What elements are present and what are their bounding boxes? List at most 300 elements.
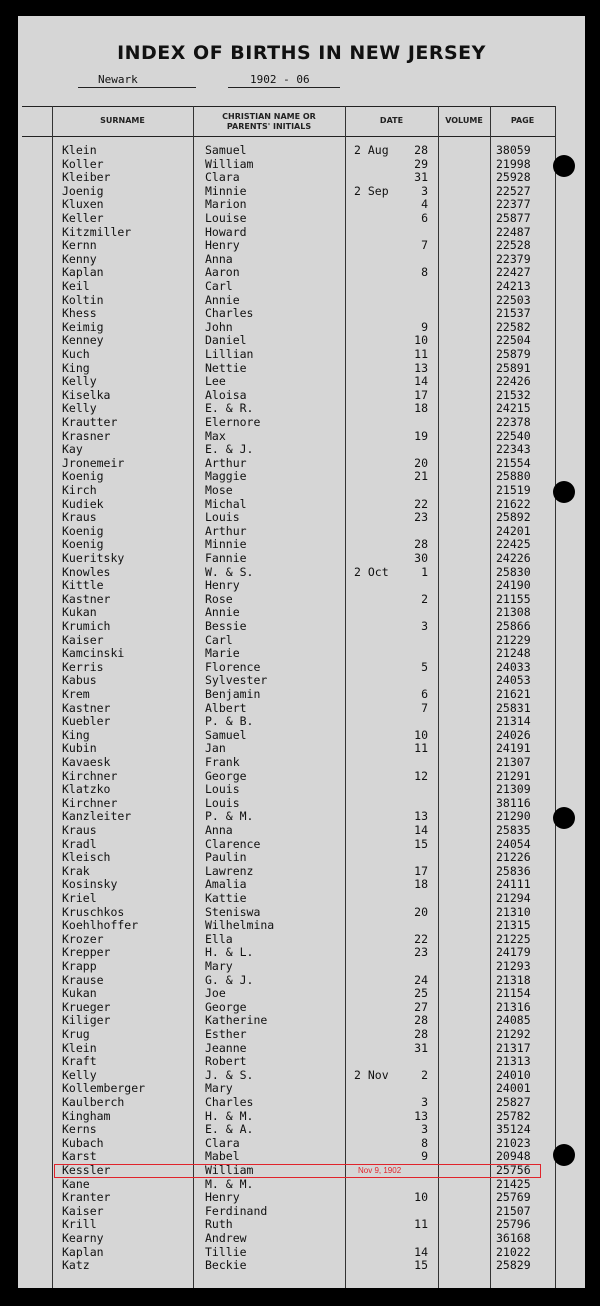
page-number-cell: 25836 bbox=[496, 863, 531, 878]
christian-name-cell: Clara bbox=[205, 170, 240, 185]
day-cell: 21 bbox=[414, 469, 428, 484]
surname-cell: Kastner bbox=[62, 591, 111, 606]
table-row bbox=[18, 171, 585, 185]
table-row bbox=[18, 280, 585, 294]
table-row bbox=[18, 770, 585, 784]
surname-cell: Kastner bbox=[62, 700, 111, 715]
christian-name-cell: George bbox=[205, 999, 247, 1014]
table-row bbox=[18, 688, 585, 702]
table-row bbox=[18, 892, 585, 906]
index-card bbox=[18, 16, 585, 1288]
day-cell: 31 bbox=[414, 170, 428, 185]
month-cell: 2 Nov bbox=[354, 1067, 389, 1082]
page-number-cell: 21292 bbox=[496, 1027, 531, 1041]
surname-cell: Kingham bbox=[62, 1108, 111, 1123]
day-cell: 9 bbox=[421, 1149, 428, 1164]
christian-name-cell: Frank bbox=[205, 755, 240, 769]
page-number-cell: 24191 bbox=[496, 741, 531, 756]
christian-name-cell: P. & B. bbox=[205, 714, 254, 729]
year-range: 1902 - 06 bbox=[250, 73, 310, 86]
surname-cell: Kaulberch bbox=[62, 1095, 125, 1109]
christian-name-cell: Esther bbox=[205, 1027, 247, 1041]
surname-cell: Khess bbox=[62, 306, 97, 321]
surname-cell: Kenney bbox=[62, 333, 104, 348]
christian-name-cell: Louis bbox=[205, 795, 240, 810]
page-number-cell: 21314 bbox=[496, 714, 531, 729]
page-number-cell: 35124 bbox=[496, 1122, 531, 1137]
table-row bbox=[18, 375, 585, 389]
day-cell: 3 bbox=[421, 183, 428, 198]
day-cell: 10 bbox=[414, 727, 428, 742]
page-number-cell: 22540 bbox=[496, 428, 531, 443]
header-page: PAGE bbox=[510, 116, 535, 125]
surname-cell: Kuch bbox=[62, 347, 90, 361]
page-number-cell: 21294 bbox=[496, 891, 531, 905]
surname-cell: Krautter bbox=[62, 415, 118, 429]
surname-cell: Kittle bbox=[62, 578, 104, 593]
surname-cell: Klatzko bbox=[62, 782, 111, 797]
christian-name-cell: Henry bbox=[205, 1190, 240, 1205]
christian-name-cell: Max bbox=[205, 428, 226, 443]
table-row bbox=[18, 1191, 585, 1205]
christian-name-cell: G. & J. bbox=[205, 972, 254, 987]
day-cell: 8 bbox=[421, 1135, 428, 1150]
page-number-cell: 25831 bbox=[496, 700, 531, 715]
surname-cell: Koltin bbox=[62, 292, 104, 307]
table-row bbox=[18, 919, 585, 933]
surname-cell: Krumich bbox=[62, 619, 111, 633]
christian-name-cell: Charles bbox=[205, 306, 254, 321]
surname-cell: Krueger bbox=[62, 999, 111, 1014]
day-cell: 18 bbox=[414, 877, 428, 892]
page-number-cell: 21225 bbox=[496, 931, 531, 946]
day-cell: 14 bbox=[414, 1244, 428, 1259]
place-name: Newark bbox=[98, 73, 138, 86]
surname-cell: Kiliger bbox=[62, 1013, 111, 1028]
page-number-cell: 21621 bbox=[496, 687, 531, 701]
page-number-cell: 21308 bbox=[496, 605, 531, 620]
surname-cell: Joenig bbox=[62, 183, 104, 198]
christian-name-cell: Samuel bbox=[205, 727, 247, 742]
day-cell: 10 bbox=[414, 333, 428, 348]
surname-cell: Koller bbox=[62, 156, 104, 171]
table-row bbox=[18, 742, 585, 756]
table-row bbox=[18, 1150, 585, 1164]
page-number-cell: 21293 bbox=[496, 959, 531, 973]
christian-name-cell: Mose bbox=[205, 483, 233, 497]
table-row bbox=[18, 987, 585, 1001]
page-number-cell: 25796 bbox=[496, 1217, 531, 1232]
surname-cell: Koenig bbox=[62, 537, 104, 552]
surname-cell: Kollemberger bbox=[62, 1081, 146, 1096]
christian-name-cell: Anna bbox=[205, 823, 233, 837]
surname-cell: Koehlhoffer bbox=[62, 918, 139, 933]
day-cell: 15 bbox=[414, 1258, 428, 1273]
christian-name-cell: Elernore bbox=[205, 415, 261, 429]
surname-cell: King bbox=[62, 360, 90, 375]
surname-cell: Kaiser bbox=[62, 1203, 104, 1218]
table-row bbox=[18, 946, 585, 960]
table-row bbox=[18, 470, 585, 484]
christian-name-cell: Jan bbox=[205, 741, 226, 756]
day-cell: 18 bbox=[414, 401, 428, 416]
page-number-cell: 25835 bbox=[496, 823, 531, 837]
day-cell: 8 bbox=[421, 265, 428, 280]
surname-cell: Kluxen bbox=[62, 197, 104, 212]
day-cell: 5 bbox=[421, 659, 428, 674]
table-row bbox=[18, 430, 585, 444]
christian-name-cell: Fannie bbox=[205, 551, 247, 565]
surname-cell: Krause bbox=[62, 972, 104, 987]
christian-name-cell: Carl bbox=[205, 632, 233, 647]
christian-name-cell: Sylvester bbox=[205, 673, 268, 688]
surname-cell: Krozer bbox=[62, 931, 104, 946]
table-row bbox=[18, 1082, 585, 1096]
christian-name-cell: J. & S. bbox=[205, 1067, 254, 1082]
christian-name-cell: Beckie bbox=[205, 1258, 247, 1273]
page-number-cell: 24053 bbox=[496, 673, 531, 688]
page-number-cell: 21507 bbox=[496, 1203, 531, 1218]
page-number-cell: 24213 bbox=[496, 279, 531, 293]
day-cell: 13 bbox=[414, 809, 428, 824]
page-number-cell: 24111 bbox=[496, 877, 531, 892]
christian-name-cell: Minnie bbox=[205, 183, 247, 198]
day-cell: 20 bbox=[414, 455, 428, 470]
table-row bbox=[18, 851, 585, 865]
page-number-cell: 38116 bbox=[496, 795, 531, 810]
table-row bbox=[18, 783, 585, 797]
day-cell: 24 bbox=[414, 972, 428, 987]
christian-name-cell: Rose bbox=[205, 591, 233, 606]
surname-cell: Kearny bbox=[62, 1231, 104, 1245]
day-cell: 7 bbox=[421, 700, 428, 715]
surname-cell: Kukan bbox=[62, 605, 97, 620]
page-number-cell: 20948 bbox=[496, 1149, 531, 1164]
christian-name-cell: H. & M. bbox=[205, 1108, 254, 1123]
surname-cell: Kessler bbox=[62, 1163, 111, 1177]
page-number-cell: 22427 bbox=[496, 265, 531, 280]
surname-cell: Kradl bbox=[62, 836, 97, 851]
christian-name-cell: Ruth bbox=[205, 1217, 233, 1232]
page-number-cell: 25769 bbox=[496, 1190, 531, 1205]
day-cell: 11 bbox=[414, 1217, 428, 1232]
day-cell: 13 bbox=[414, 360, 428, 375]
page-number-cell: 38059 bbox=[496, 143, 531, 157]
surname-cell: Kosinsky bbox=[62, 877, 118, 892]
day-cell: 19 bbox=[414, 428, 428, 443]
day-cell: 2 bbox=[421, 591, 428, 606]
month-cell: 2 Sep bbox=[354, 183, 389, 198]
day-cell: 7 bbox=[421, 238, 428, 253]
day-cell: 22 bbox=[414, 496, 428, 511]
table-row bbox=[18, 185, 585, 199]
header-bottom-rule bbox=[22, 136, 556, 137]
surname-cell: Kubin bbox=[62, 741, 97, 756]
punch-hole bbox=[553, 155, 575, 177]
surname-cell: Kirchner bbox=[62, 795, 118, 810]
surname-cell: Kraft bbox=[62, 1054, 97, 1069]
page-number-cell: 24226 bbox=[496, 551, 531, 565]
page-number-cell: 24190 bbox=[496, 578, 531, 593]
surname-cell: Koenig bbox=[62, 469, 104, 484]
page-number-cell: 25877 bbox=[496, 211, 531, 225]
table-row bbox=[18, 974, 585, 988]
christian-name-cell: Joe bbox=[205, 986, 226, 1001]
christian-name-cell: Amalia bbox=[205, 877, 247, 892]
surname-cell: Kubach bbox=[62, 1135, 104, 1150]
table-row bbox=[18, 266, 585, 280]
page-number-cell: 25866 bbox=[496, 619, 531, 633]
day-cell: 17 bbox=[414, 863, 428, 878]
header-surname: SURNAME bbox=[100, 116, 145, 125]
table-row bbox=[18, 239, 585, 253]
table-row bbox=[18, 797, 585, 811]
table-row bbox=[18, 402, 585, 416]
surname-cell: Kaplan bbox=[62, 1244, 104, 1259]
surname-cell: Kleisch bbox=[62, 850, 111, 865]
christian-name-cell: Arthur bbox=[205, 455, 247, 470]
surname-cell: Kavaesk bbox=[62, 755, 111, 769]
christian-name-cell: Andrew bbox=[205, 1231, 247, 1245]
surname-cell: Kerns bbox=[62, 1122, 97, 1137]
page-number-cell: 24001 bbox=[496, 1081, 531, 1096]
header-date: DATE bbox=[379, 116, 404, 125]
day-cell: 28 bbox=[414, 143, 428, 157]
day-cell: 28 bbox=[414, 1027, 428, 1041]
page-number-cell: 21318 bbox=[496, 972, 531, 987]
christian-name-cell: Bessie bbox=[205, 619, 247, 633]
surname-cell: Kitzmiller bbox=[62, 224, 132, 239]
christian-name-cell: Clara bbox=[205, 1135, 240, 1150]
christian-name-cell: Aloisa bbox=[205, 387, 247, 402]
surname-cell: Kabus bbox=[62, 673, 97, 688]
table-row bbox=[18, 1205, 585, 1219]
table-row bbox=[18, 212, 585, 226]
christian-name-cell: Mary bbox=[205, 959, 233, 973]
surname-cell: Krak bbox=[62, 863, 90, 878]
table-row bbox=[18, 1096, 585, 1110]
christian-name-cell: Jeanne bbox=[205, 1040, 247, 1055]
table-row bbox=[18, 484, 585, 498]
surname-cell: Kirchner bbox=[62, 768, 118, 783]
christian-name-cell: Marie bbox=[205, 646, 240, 661]
page-number-cell: 21532 bbox=[496, 387, 531, 402]
table-row bbox=[18, 1259, 585, 1273]
surname-cell: Krug bbox=[62, 1027, 90, 1041]
month-cell: 2 Oct bbox=[354, 564, 389, 579]
christian-name-cell: Lawrenz bbox=[205, 863, 254, 878]
page-number-cell: 24054 bbox=[496, 836, 531, 851]
page-number-cell: 22343 bbox=[496, 442, 531, 457]
christian-name-cell: Howard bbox=[205, 224, 247, 239]
punch-hole bbox=[553, 481, 575, 503]
christian-name-cell: Florence bbox=[205, 659, 261, 674]
christian-name-cell: Steniswa bbox=[205, 904, 261, 919]
table-row bbox=[18, 307, 585, 321]
christian-name-cell: Wilhelmina bbox=[205, 918, 275, 933]
christian-name-cell: E. & A. bbox=[205, 1122, 254, 1137]
table-row bbox=[18, 498, 585, 512]
surname-cell: Kueritsky bbox=[62, 551, 125, 565]
christian-name-cell: Annie bbox=[205, 292, 240, 307]
christian-name-cell: Anna bbox=[205, 251, 233, 266]
page-number-cell: 24201 bbox=[496, 523, 531, 538]
day-cell: 9 bbox=[421, 319, 428, 334]
surname-cell: Knowles bbox=[62, 564, 111, 579]
christian-name-cell: Nettie bbox=[205, 360, 247, 375]
table-row bbox=[18, 1014, 585, 1028]
surname-cell: Kelly bbox=[62, 1067, 97, 1082]
page-number-cell: 21622 bbox=[496, 496, 531, 511]
table-row bbox=[18, 1232, 585, 1246]
christian-name-cell: Albert bbox=[205, 700, 247, 715]
day-cell: 4 bbox=[421, 197, 428, 212]
day-cell: 3 bbox=[421, 1095, 428, 1109]
christian-name-cell: Louis bbox=[205, 782, 240, 797]
day-cell: 13 bbox=[414, 1108, 428, 1123]
page-number-cell: 25880 bbox=[496, 469, 531, 484]
page-number-cell: 24179 bbox=[496, 945, 531, 960]
surname-cell: Krem bbox=[62, 687, 90, 701]
page-number-cell: 24026 bbox=[496, 727, 531, 742]
highlight-annotation: Nov 9, 1902 bbox=[358, 1165, 402, 1175]
page-number-cell: 21998 bbox=[496, 156, 531, 171]
christian-name-cell: Charles bbox=[205, 1095, 254, 1109]
page-number-cell: 25892 bbox=[496, 510, 531, 525]
surname-cell: Kernn bbox=[62, 238, 97, 253]
page-number-cell: 21425 bbox=[496, 1176, 531, 1191]
surname-cell: Kraus bbox=[62, 823, 97, 837]
christian-name-cell: Clarence bbox=[205, 836, 261, 851]
page-number-cell: 21290 bbox=[496, 809, 531, 824]
surname-cell: Kelly bbox=[62, 401, 97, 416]
table-row bbox=[18, 674, 585, 688]
table-row bbox=[18, 538, 585, 552]
table-row bbox=[18, 457, 585, 471]
day-cell: 29 bbox=[414, 156, 428, 171]
christian-name-cell: E. & J. bbox=[205, 442, 254, 457]
page-number-cell: 22528 bbox=[496, 238, 531, 253]
table-row bbox=[18, 552, 585, 566]
christian-name-cell: P. & M. bbox=[205, 809, 254, 824]
surname-cell: Kane bbox=[62, 1176, 90, 1191]
christian-name-cell: Samuel bbox=[205, 143, 247, 157]
surname-cell: Krepper bbox=[62, 945, 111, 960]
christian-name-cell: Lee bbox=[205, 374, 226, 389]
page-number-cell: 21309 bbox=[496, 782, 531, 797]
table-row bbox=[18, 198, 585, 212]
table-row bbox=[18, 606, 585, 620]
page-number-cell: 25879 bbox=[496, 347, 531, 361]
page-number-cell: 24085 bbox=[496, 1013, 531, 1028]
table-row bbox=[18, 1055, 585, 1069]
day-cell: 30 bbox=[414, 551, 428, 565]
day-cell: 6 bbox=[421, 687, 428, 701]
highlight-box bbox=[54, 1164, 541, 1178]
christian-name-cell: Louis bbox=[205, 510, 240, 525]
day-cell: 11 bbox=[414, 347, 428, 361]
christian-name-cell: George bbox=[205, 768, 247, 783]
christian-name-cell: Michal bbox=[205, 496, 247, 511]
day-cell: 3 bbox=[421, 619, 428, 633]
table-row bbox=[18, 865, 585, 879]
table-row bbox=[18, 838, 585, 852]
surname-cell: Keimig bbox=[62, 319, 104, 334]
table-row bbox=[18, 1001, 585, 1015]
day-cell: 28 bbox=[414, 537, 428, 552]
day-cell: 22 bbox=[414, 931, 428, 946]
christian-name-cell: Robert bbox=[205, 1054, 247, 1069]
christian-name-cell: W. & S. bbox=[205, 564, 254, 579]
table-row bbox=[18, 593, 585, 607]
christian-name-cell: H. & L. bbox=[205, 945, 254, 960]
page-number-cell: 24033 bbox=[496, 659, 531, 674]
table-row bbox=[18, 226, 585, 240]
table-row bbox=[18, 729, 585, 743]
page-number-cell: 21154 bbox=[496, 986, 531, 1001]
day-cell: 31 bbox=[414, 1040, 428, 1055]
surname-cell: Kerris bbox=[62, 659, 104, 674]
christian-name-cell: Carl bbox=[205, 279, 233, 293]
page-number-cell: 25827 bbox=[496, 1095, 531, 1109]
table-row bbox=[18, 1042, 585, 1056]
christian-name-cell: E. & R. bbox=[205, 401, 254, 416]
years-underline bbox=[228, 87, 340, 88]
day-cell: 20 bbox=[414, 904, 428, 919]
table-row bbox=[18, 158, 585, 172]
table-row bbox=[18, 1123, 585, 1137]
table-row bbox=[18, 824, 585, 838]
table-row bbox=[18, 960, 585, 974]
day-cell: 17 bbox=[414, 387, 428, 402]
christian-name-cell: Aaron bbox=[205, 265, 240, 280]
table-row bbox=[18, 1110, 585, 1124]
page-number-cell: 21316 bbox=[496, 999, 531, 1014]
christian-name-cell: Arthur bbox=[205, 523, 247, 538]
page-number-cell: 22426 bbox=[496, 374, 531, 389]
page-number-cell: 21519 bbox=[496, 483, 531, 497]
table-row bbox=[18, 334, 585, 348]
table-row bbox=[18, 321, 585, 335]
christian-name-cell: Mary bbox=[205, 1081, 233, 1096]
surname-cell: Kukan bbox=[62, 986, 97, 1001]
surname-cell: Kirch bbox=[62, 483, 97, 497]
surname-cell: Karst bbox=[62, 1149, 97, 1164]
christian-name-cell: Henry bbox=[205, 238, 240, 253]
table-row bbox=[18, 362, 585, 376]
page-number-cell: 22377 bbox=[496, 197, 531, 212]
christian-name-cell: Maggie bbox=[205, 469, 247, 484]
table-row bbox=[18, 294, 585, 308]
day-cell: 11 bbox=[414, 741, 428, 756]
page-number-cell: 21554 bbox=[496, 455, 531, 470]
christian-name-cell: Marion bbox=[205, 197, 247, 212]
day-cell: 3 bbox=[421, 1122, 428, 1137]
page-number-cell: 22527 bbox=[496, 183, 531, 198]
christian-name-cell: Minnie bbox=[205, 537, 247, 552]
christian-name-cell: Paulin bbox=[205, 850, 247, 865]
page-number-cell: 22582 bbox=[496, 319, 531, 334]
surname-cell: Kudiek bbox=[62, 496, 104, 511]
page-number-cell: 21155 bbox=[496, 591, 531, 606]
surname-cell: Kraus bbox=[62, 510, 97, 525]
surname-cell: Koenig bbox=[62, 523, 104, 538]
table-row bbox=[18, 661, 585, 675]
surname-cell: Krapp bbox=[62, 959, 97, 973]
page-number-cell: 21313 bbox=[496, 1054, 531, 1069]
surname-cell: Keller bbox=[62, 211, 104, 225]
surname-cell: Jronemeir bbox=[62, 455, 125, 470]
